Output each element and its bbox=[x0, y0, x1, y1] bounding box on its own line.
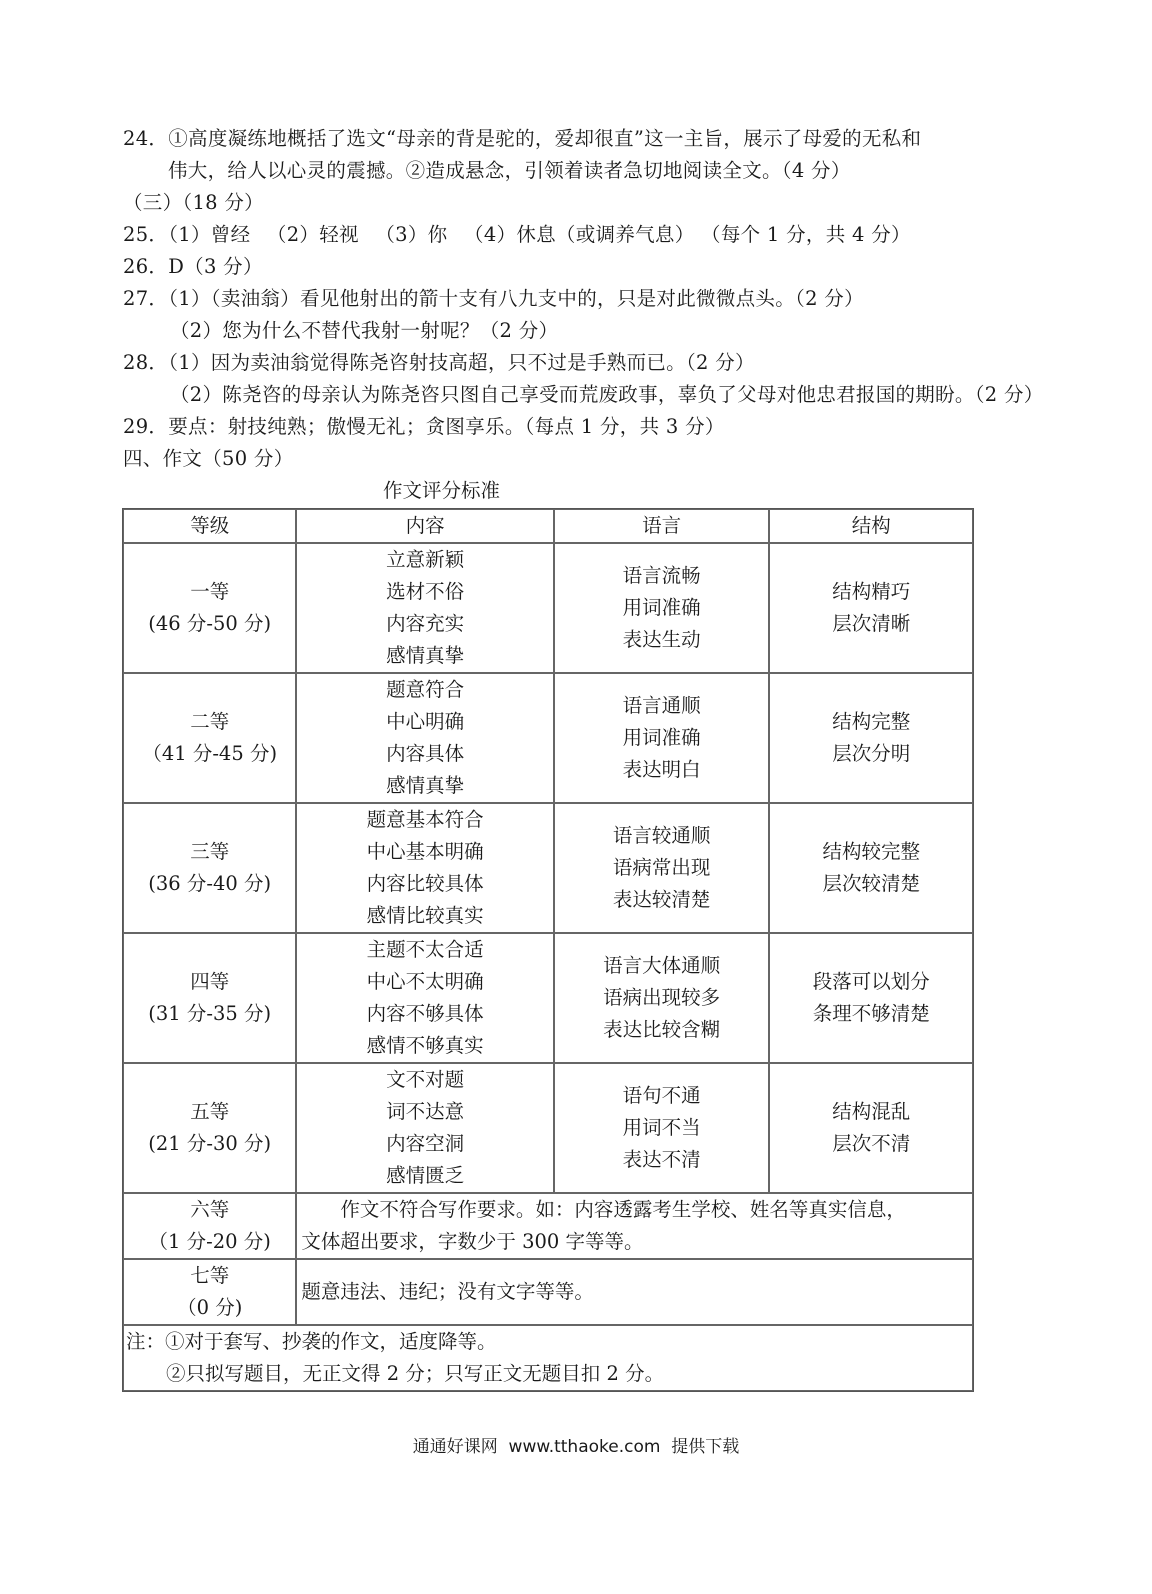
grade-cell bbox=[123, 803, 296, 933]
grade-score: (21 分-30 分) bbox=[148, 1132, 272, 1155]
language-cell bbox=[554, 543, 770, 673]
grade-name: 七等 bbox=[190, 1264, 230, 1287]
content-item: 选材不俗 bbox=[386, 580, 465, 603]
language-item: 语句不通 bbox=[622, 1084, 701, 1107]
content-item: 感情真挚 bbox=[386, 774, 465, 797]
language-cell bbox=[554, 1063, 770, 1193]
header-grade: 等级 bbox=[123, 509, 296, 543]
content-item: 立意新颖 bbox=[386, 548, 465, 571]
structure-item: 结构较完整 bbox=[822, 840, 920, 863]
structure-item: 结构完整 bbox=[832, 710, 911, 733]
table-row-grade6 bbox=[123, 1193, 973, 1259]
grade-name: 二等 bbox=[190, 710, 230, 733]
header-language: 语言 bbox=[554, 509, 770, 543]
content-item: 题意符合 bbox=[386, 678, 465, 701]
grade-score: (46 分-50 分) bbox=[148, 612, 272, 635]
structure-item: 层次较清楚 bbox=[822, 872, 920, 895]
grade-cell bbox=[123, 933, 296, 1063]
table-row bbox=[123, 673, 973, 803]
language-item: 表达比较含糊 bbox=[603, 1018, 721, 1041]
grade-cell bbox=[123, 673, 296, 803]
language-item: 语言大体通顺 bbox=[603, 954, 721, 977]
answer-27-1: 27．（1）（卖油翁）看见他射出的箭十支有八九支中的，只是对此微微点头。（2 分） bbox=[123, 287, 864, 310]
language-item: 语言流畅 bbox=[622, 564, 701, 587]
structure-item: 结构精巧 bbox=[832, 580, 911, 603]
section-3-heading: （三）（18 分） bbox=[123, 191, 264, 214]
answer-27-2: （2）您为什么不替代我射一射呢？（2 分） bbox=[170, 319, 559, 342]
language-item: 用词不当 bbox=[622, 1116, 701, 1139]
table-row bbox=[123, 543, 973, 673]
language-item: 表达较清楚 bbox=[612, 888, 711, 911]
table-row-grade7 bbox=[123, 1259, 973, 1325]
grade6-line2: 文体超出要求，字数少于 300 字等等。 bbox=[301, 1230, 644, 1253]
grade-cell bbox=[123, 1193, 296, 1259]
grade-score: （41 分-45 分) bbox=[142, 742, 278, 765]
language-item: 用词准确 bbox=[622, 726, 701, 749]
answer-25: 25．（1）曾经 （2）轻视 （3）你 （4）休息（或调养气息） （每个 1 分，共 4 分） bbox=[123, 223, 911, 246]
section-4-heading: 四、作文（50 分） bbox=[123, 447, 294, 470]
language-cell bbox=[554, 673, 770, 803]
language-item: 表达不清 bbox=[622, 1148, 701, 1171]
grade-cell bbox=[123, 1063, 296, 1193]
answer-28-1: 28．（1）因为卖油翁觉得陈尧咨射技高超，只不过是手熟而已。（2 分） bbox=[123, 351, 755, 374]
content-item: 内容比较具体 bbox=[366, 872, 484, 895]
table-title: 作文评分标准 bbox=[383, 479, 501, 502]
content-item: 感情真挚 bbox=[386, 644, 465, 667]
content-item: 内容空洞 bbox=[386, 1132, 465, 1155]
table-header-row bbox=[123, 509, 973, 543]
content-cell bbox=[296, 933, 553, 1063]
language-cell bbox=[554, 933, 770, 1063]
note-1: 注：①对于套写、抄袭的作文，适度降等。 bbox=[126, 1330, 497, 1353]
language-item: 表达生动 bbox=[622, 628, 701, 651]
footer-source: 通通好课网 www.tthaoke.com 提供下载 bbox=[412, 1437, 740, 1457]
language-item: 用词准确 bbox=[622, 596, 701, 619]
table-row bbox=[123, 803, 973, 933]
content-cell bbox=[296, 673, 553, 803]
table-row bbox=[123, 1063, 973, 1193]
table-note-row bbox=[123, 1325, 973, 1391]
content-item: 文不对题 bbox=[386, 1068, 465, 1091]
structure-cell bbox=[769, 1063, 973, 1193]
content-item: 感情不够真实 bbox=[366, 1034, 484, 1057]
structure-item: 段落可以划分 bbox=[812, 970, 930, 993]
grade7-description: 题意违法、违纪；没有文字等等。 bbox=[296, 1259, 973, 1325]
grade6-description bbox=[296, 1193, 973, 1259]
grade-name: 一等 bbox=[190, 580, 230, 603]
structure-item: 条理不够清楚 bbox=[812, 1002, 930, 1025]
grade-score: (31 分-35 分) bbox=[148, 1002, 272, 1025]
content-item: 题意基本符合 bbox=[366, 808, 484, 831]
answer-24-line2: 伟大，给人以心灵的震撼。②造成悬念，引领着读者急切地阅读全文。（4 分） bbox=[168, 159, 851, 182]
structure-item: 层次不清 bbox=[832, 1132, 911, 1155]
grade-name: 六等 bbox=[190, 1198, 230, 1221]
content-item: 词不达意 bbox=[386, 1100, 465, 1123]
header-content: 内容 bbox=[296, 509, 553, 543]
content-item: 中心明确 bbox=[386, 710, 465, 733]
content-item: 内容不够具体 bbox=[366, 1002, 484, 1025]
answer-28-2: （2）陈尧咨的母亲认为陈尧咨只图自己享受而荒废政事，辜负了父母对他忠君报国的期盼。（2 分） bbox=[170, 383, 1044, 406]
content-item: 感情比较真实 bbox=[366, 904, 484, 927]
grade-score: （1 分-20 分) bbox=[148, 1230, 271, 1253]
table-row bbox=[123, 933, 973, 1063]
content-cell bbox=[296, 803, 553, 933]
note-2: ②只拟写题目，无正文得 2 分；只写正文无题目扣 2 分。 bbox=[166, 1362, 665, 1385]
grade-score: （0 分) bbox=[177, 1296, 243, 1319]
grade-score: (36 分-40 分) bbox=[148, 872, 272, 895]
language-cell bbox=[554, 803, 770, 933]
structure-cell bbox=[769, 933, 973, 1063]
language-item: 语病出现较多 bbox=[603, 986, 721, 1009]
structure-item: 层次清晰 bbox=[832, 612, 911, 635]
grade-name: 三等 bbox=[190, 840, 230, 863]
structure-item: 结构混乱 bbox=[832, 1100, 911, 1123]
language-item: 语病常出现 bbox=[612, 856, 711, 879]
grade-cell bbox=[123, 543, 296, 673]
note-cell bbox=[123, 1325, 973, 1391]
content-item: 中心不太明确 bbox=[366, 970, 484, 993]
grading-table bbox=[122, 508, 974, 1392]
header-structure: 结构 bbox=[769, 509, 973, 543]
structure-item: 层次分明 bbox=[832, 742, 911, 765]
content-item: 中心基本明确 bbox=[366, 840, 484, 863]
content-item: 主题不太合适 bbox=[366, 938, 484, 961]
grade-cell bbox=[123, 1259, 296, 1325]
answer-24-line1: 24．①高度凝练地概括了选文“母亲的背是驼的，爱却很直”这一主旨，展示了母爱的无私和 bbox=[123, 127, 922, 150]
content-cell bbox=[296, 1063, 553, 1193]
content-item: 内容具体 bbox=[386, 742, 465, 765]
structure-cell bbox=[769, 803, 973, 933]
answer-26: 26．D（3 分） bbox=[123, 255, 263, 278]
language-item: 语言较通顺 bbox=[612, 824, 711, 847]
grade-name: 四等 bbox=[190, 970, 230, 993]
grade6-line1: 作文不符合写作要求。如：内容透露考生学校、姓名等真实信息， bbox=[301, 1198, 906, 1221]
content-item: 感情匮乏 bbox=[386, 1164, 465, 1187]
answer-29: 29．要点：射技纯熟；傲慢无礼；贪图享乐。（每点 1 分，共 3 分） bbox=[123, 415, 725, 438]
structure-cell bbox=[769, 673, 973, 803]
language-item: 表达明白 bbox=[622, 758, 701, 781]
language-item: 语言通顺 bbox=[622, 694, 701, 717]
structure-cell bbox=[769, 543, 973, 673]
content-cell bbox=[296, 543, 553, 673]
content-item: 内容充实 bbox=[386, 612, 465, 635]
grade-name: 五等 bbox=[190, 1100, 230, 1123]
